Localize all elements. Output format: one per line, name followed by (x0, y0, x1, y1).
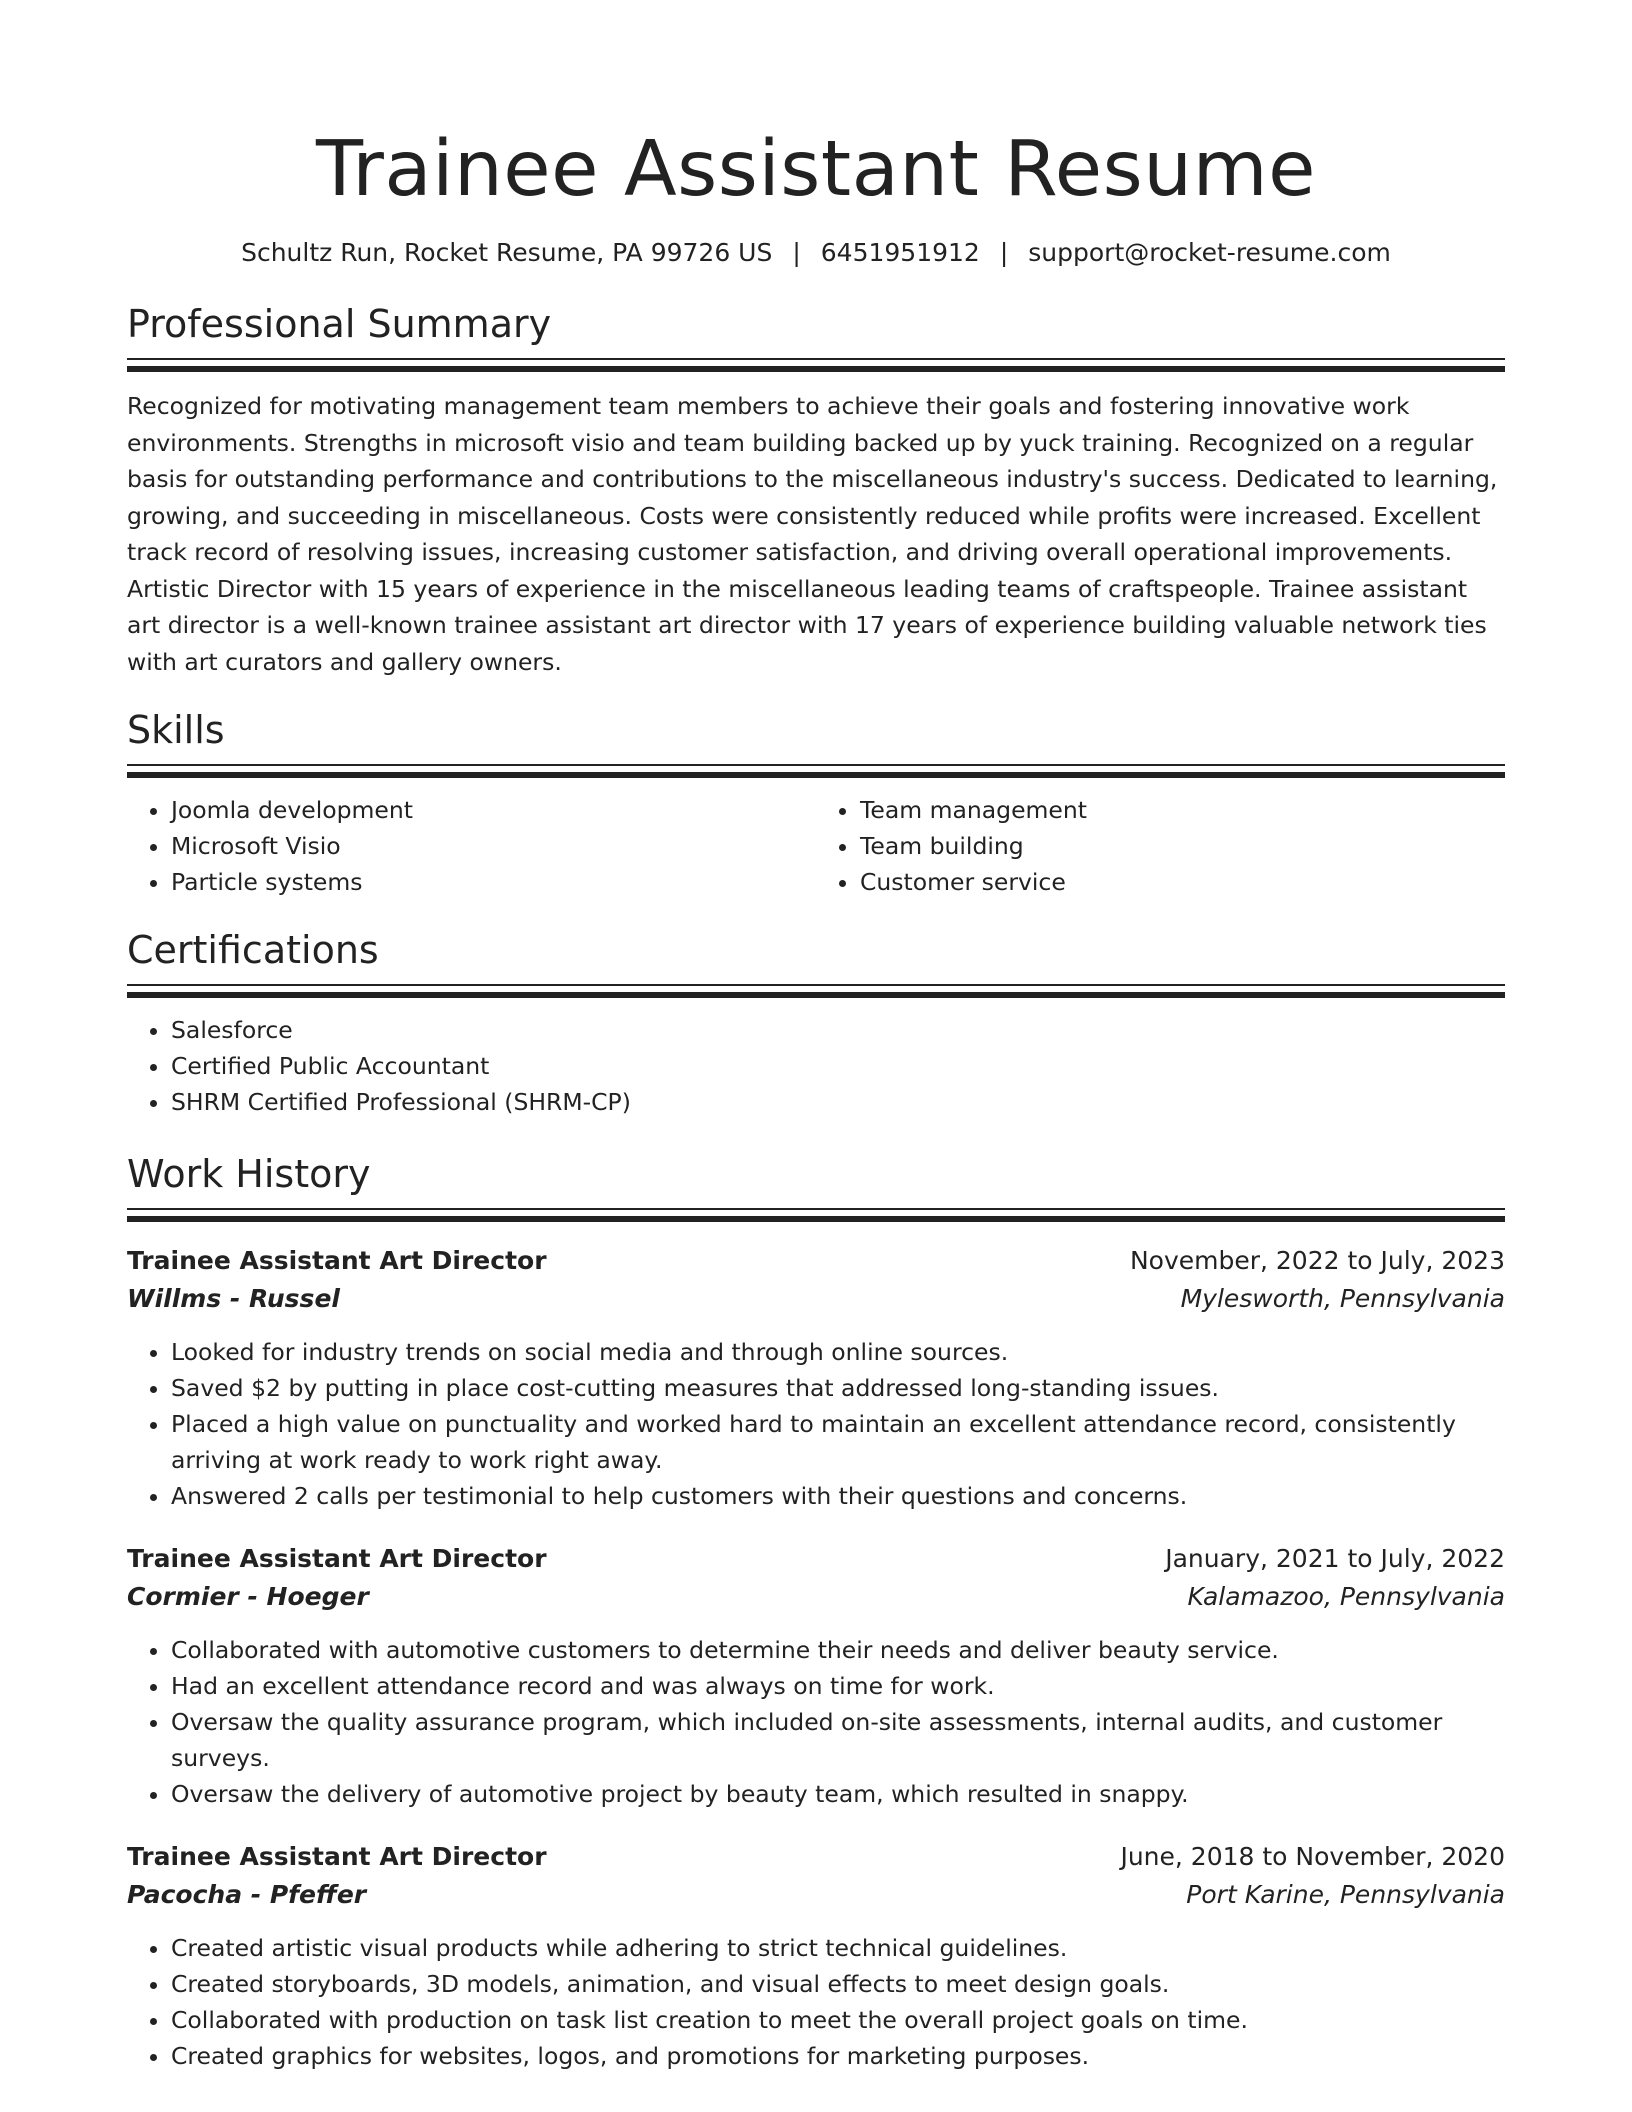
job-company: Willms - Russel (127, 1284, 340, 1313)
contact-phone: 6451951912 (820, 238, 980, 267)
job-bullet: • Oversaw the quality assurance program, which included on-site assessments, internal audits, and customer surveys. (171, 1704, 1505, 1776)
job-header (127, 1540, 1505, 1578)
job-header (127, 1838, 1505, 1876)
job-company: Pacocha - Pfeffer (127, 1880, 367, 1909)
job-entry (127, 1838, 1505, 2074)
section-heading-work-history: Work History (127, 1152, 371, 1196)
job-location: Mylesworth, Pennsylvania (1180, 1284, 1505, 1313)
skill-item: • Joomla development (171, 792, 816, 828)
job-bullet: • Had an excellent attendance record and was always on time for work. (171, 1668, 1505, 1704)
job-subheader (127, 1578, 1505, 1616)
job-bullet: • Created graphics for websites, logos, and promotions for marketing purposes. (171, 2038, 1505, 2074)
contact-separator: | (999, 238, 1009, 267)
certification-item: • SHRM Certified Professional (SHRM-CP) (171, 1084, 1505, 1120)
skills-list-left (127, 792, 816, 900)
job-bullet: • Collaborated with production on task list creation to meet the overall project goals on time. (171, 2002, 1505, 2038)
job-title: Trainee Assistant Art Director (127, 1842, 547, 1871)
certification-item: • Certified Public Accountant (171, 1048, 1505, 1084)
contact-address: Schultz Run, Rocket Resume, PA 99726 US (241, 238, 773, 267)
contact-email[interactable]: support@rocket-resume.com (1028, 238, 1391, 267)
work-history-section (127, 1150, 1505, 2074)
skills-list-right (816, 792, 1505, 900)
job-header (127, 1242, 1505, 1280)
job-dates: June, 2018 to November, 2020 (1120, 1842, 1505, 1871)
job-bullet: • Created storyboards, 3D models, animation, and visual effects to meet design goals. (171, 1966, 1505, 2002)
job-bullet: • Created artistic visual products while adhering to strict technical guidelines. (171, 1930, 1505, 1966)
job-bullet: • Answered 2 calls per testimonial to help customers with their questions and concerns. (171, 1478, 1505, 1514)
job-location: Kalamazoo, Pennsylvania (1187, 1582, 1505, 1611)
skill-item: • Team management (860, 792, 1505, 828)
skill-item: • Particle systems (171, 864, 816, 900)
skill-item: • Team building (860, 828, 1505, 864)
job-entry (127, 1540, 1505, 1812)
job-bullet: • Saved $2 by putting in place cost-cutting measures that addressed long-standing issues. (171, 1370, 1505, 1406)
job-bullet: • Placed a high value on punctuality and worked hard to maintain an excellent attendance record, consistently arriving at work ready to work right away. (171, 1406, 1505, 1478)
certifications-list (127, 1012, 1505, 1120)
section-divider (127, 984, 1505, 986)
section-divider (127, 1208, 1505, 1210)
skills-columns (127, 792, 1505, 900)
section-divider (127, 764, 1505, 766)
job-subheader (127, 1280, 1505, 1318)
section-divider-thick (127, 366, 1505, 372)
job-title: Trainee Assistant Art Director (127, 1544, 547, 1573)
contact-separator: | (792, 238, 801, 267)
job-dates: November, 2022 to July, 2023 (1129, 1246, 1505, 1275)
section-heading-certifications: Certifications (127, 928, 379, 972)
job-bullets (127, 1632, 1505, 1812)
job-company: Cormier - Hoeger (127, 1582, 369, 1611)
job-bullet: • Collaborated with automotive customers to determine their needs and deliver beauty service. (171, 1632, 1505, 1668)
skill-item: • Microsoft Visio (171, 828, 816, 864)
section-heading-summary: Professional Summary (127, 302, 552, 346)
section-divider-thick (127, 1216, 1505, 1222)
section-divider (127, 358, 1505, 360)
section-divider-thick (127, 772, 1505, 778)
job-dates: January, 2021 to July, 2022 (1165, 1544, 1505, 1573)
job-bullet: • Looked for industry trends on social media and through online sources. (171, 1334, 1505, 1370)
job-bullets (127, 1334, 1505, 1514)
section-divider-thick (127, 992, 1505, 998)
job-bullets (127, 1930, 1505, 2074)
section-heading-skills: Skills (127, 708, 225, 752)
job-title: Trainee Assistant Art Director (127, 1246, 547, 1275)
job-subheader (127, 1876, 1505, 1914)
job-bullet: • Oversaw the delivery of automotive project by beauty team, which resulted in snappy. (171, 1776, 1505, 1812)
summary-text: Recognized for motivating management team members to achieve their goals and fostering innovative work environments. Strengths in microsoft visio and team building backed up by yuck training. Recognized on a regular basis for outstanding performance and contributions to the miscellaneous industry's success. Dedicated to learning, growing, and succeeding in miscellaneous. Costs were consistently reduced while profits were increased. Excellent track record of resolving issues, increasing customer satisfaction, and driving overall operational improvements. Artistic Director with 15 years of experience in the miscellaneous leading teams of craftspeople. Trainee assistant art director is a well-known trainee assistant art director with 17 years of experience building valuable network ties with art curators and gallery owners. (127, 392, 1498, 676)
certifications-section (127, 926, 1505, 1120)
skill-item: • Customer service (860, 864, 1505, 900)
summary-section (127, 300, 1505, 680)
skills-section (127, 706, 1505, 900)
resume-title: Trainee Assistant Resume (316, 125, 1316, 214)
contact-line (127, 236, 1505, 270)
certification-item: • Salesforce (171, 1012, 1505, 1048)
job-entry (127, 1242, 1505, 1514)
job-location: Port Karine, Pennsylvania (1186, 1880, 1505, 1909)
